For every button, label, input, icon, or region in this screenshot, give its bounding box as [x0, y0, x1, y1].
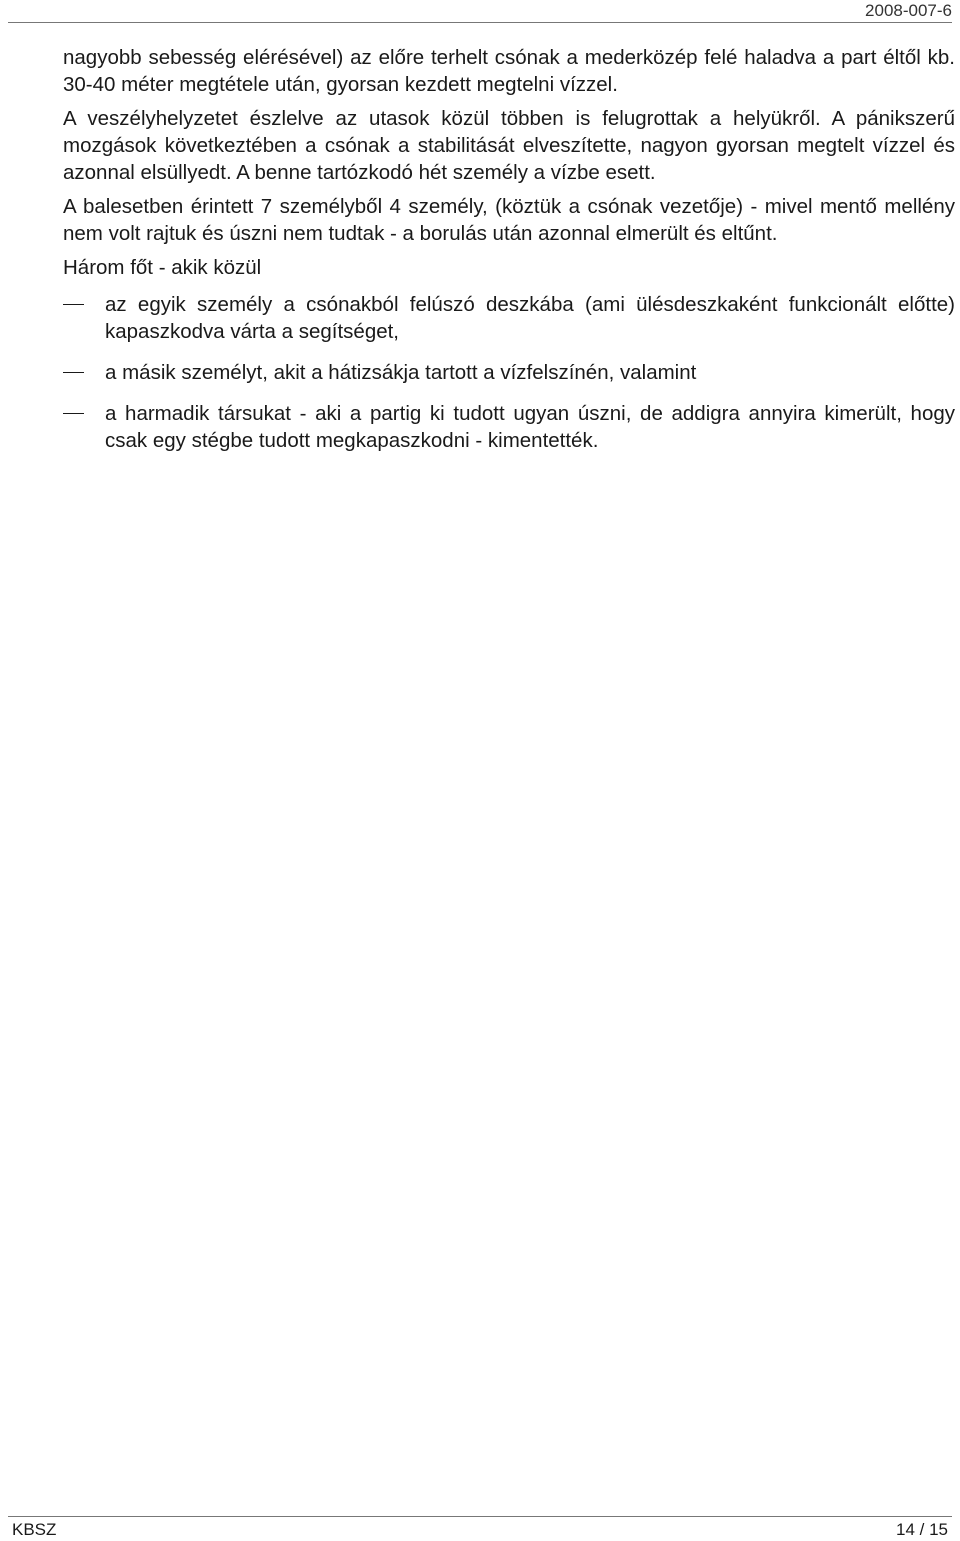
page-content	[63, 44, 955, 468]
document-code: 2008-007-6	[865, 1, 952, 20]
paragraph: nagyobb sebesség elérésével) az előre terhelt csónak a mederközép felé haladva a part éltől kb. 30-40 méter megtétele után, gyorsan kezdett megtelni vízzel.	[63, 46, 955, 96]
list-item	[63, 400, 955, 454]
list-item	[63, 359, 955, 386]
footer-organization: KBSZ	[12, 1520, 57, 1539]
paragraph: A balesetben érintett 7 személyből 4 személy, (köztük a csónak vezetője) - mivel mentő mellény nem volt rajtuk és úszni nem tudtak - a borulás után azonnal elmerült és eltűnt.	[63, 195, 955, 245]
footer-divider	[8, 1516, 952, 1517]
list-item-text: az egyik személy a csónakból felúszó deszkába (ami ülésdeszkaként funkcionált előtte) kapaszkodva várta a segítséget,	[105, 293, 955, 343]
page-number: 14 / 15	[896, 1520, 948, 1539]
paragraph: Három főt - akik közül	[63, 256, 262, 279]
list-item-text: a másik személyt, akit a hátizsákja tartott a vízfelszínén, valamint	[105, 361, 697, 384]
list-item	[63, 291, 955, 345]
dash-bullet-icon	[63, 413, 84, 414]
rescued-persons-list	[63, 291, 955, 454]
dash-bullet-icon	[63, 304, 84, 305]
paragraph: A veszélyhelyzetet észlelve az utasok közül többen is felugrottak a helyükről. A pánikszerű mozgások következtében a csónak a stabilitását elveszítette, nagyon gyorsan megtelt vízzel és azonnal elsüllyedt. A benne tartózkodó hét személy a vízbe esett.	[63, 107, 955, 184]
header-divider	[8, 22, 952, 23]
list-item-text: a harmadik társukat - aki a partig ki tudott ugyan úszni, de addigra annyira kimerült, hogy csak egy stégbe tudott megkapaszkodni - kimentették.	[105, 402, 955, 452]
dash-bullet-icon	[63, 372, 84, 373]
